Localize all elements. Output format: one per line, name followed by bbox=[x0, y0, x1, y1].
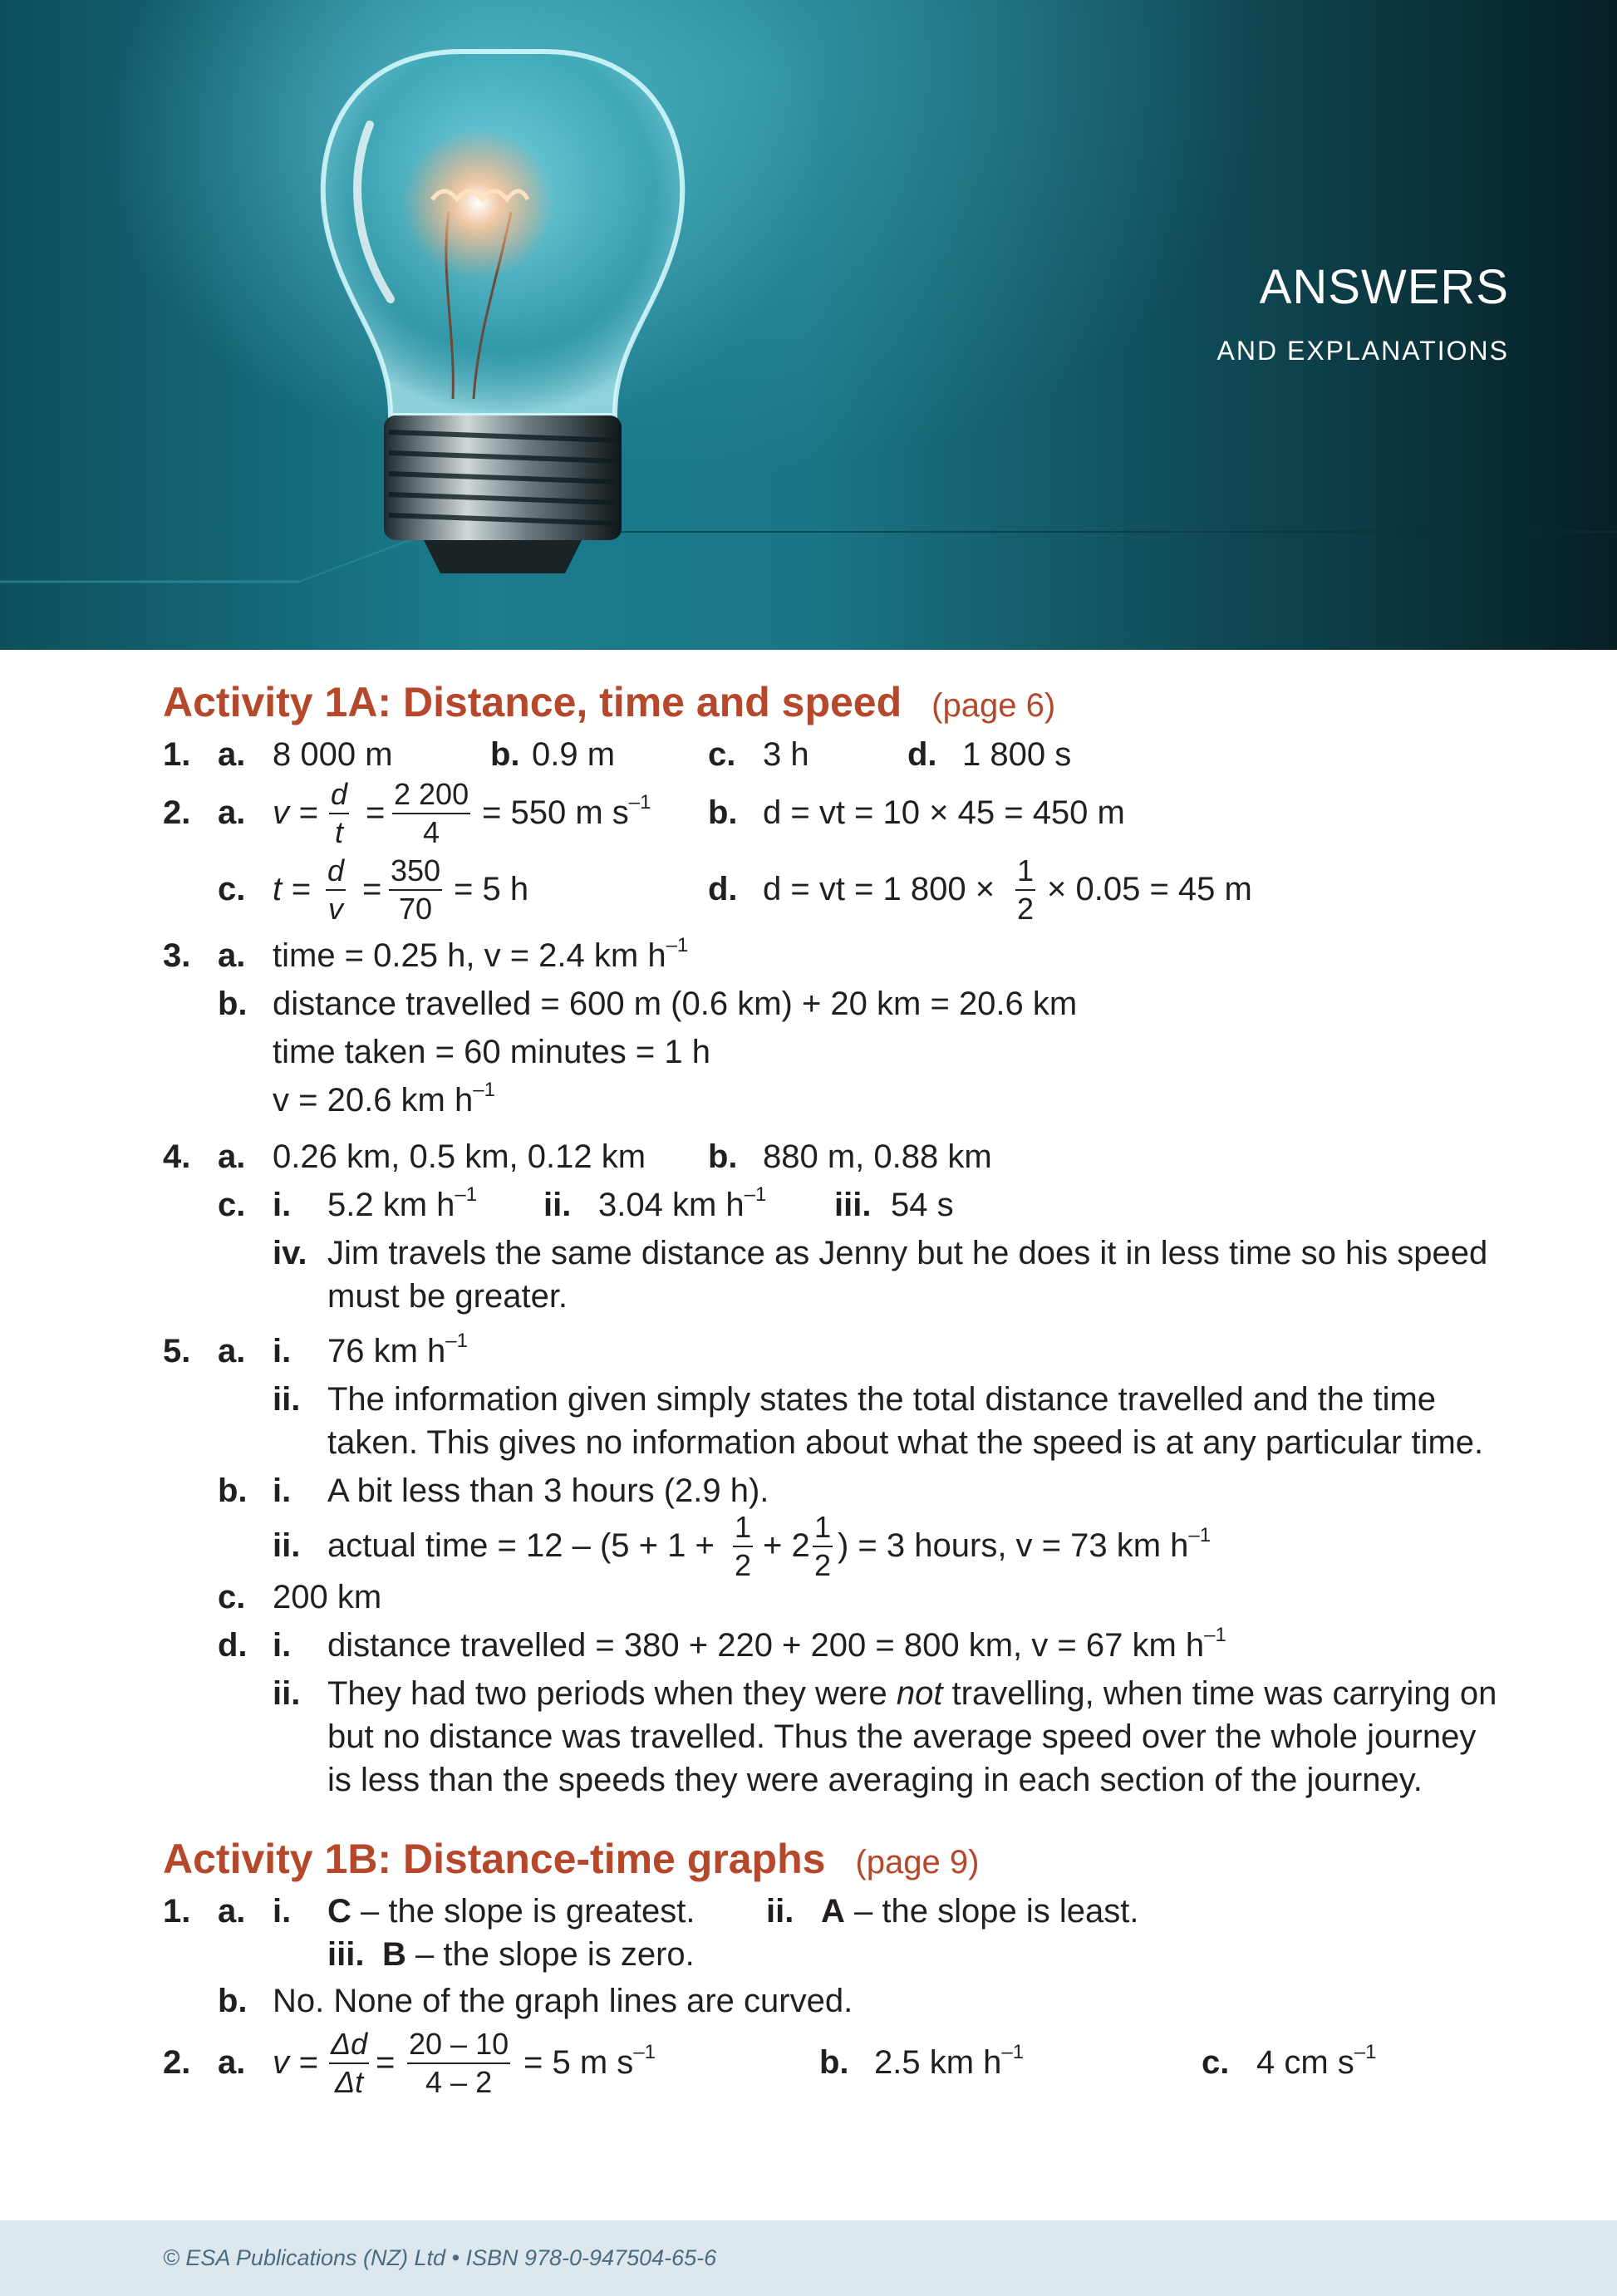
answer-text: 880 m, 0.88 km bbox=[763, 1138, 992, 1175]
answer-text: 4 cm $s^{-1}$ bbox=[1256, 2041, 1377, 2081]
part-label: a. bbox=[218, 1138, 246, 1175]
part-label: a. bbox=[218, 1893, 246, 1930]
answer-text: 0.9 m bbox=[532, 736, 616, 773]
subpart-label: iii. bbox=[834, 1187, 872, 1223]
banner-subtitle: AND EXPLANATIONS bbox=[1216, 336, 1509, 366]
question-number: 2. bbox=[163, 2044, 191, 2081]
fraction: $\frac{d}{v}$ bbox=[327, 853, 345, 926]
answer-text: 0.26 km, 0.5 km, 0.12 km bbox=[273, 1138, 646, 1175]
subpart-label: ii. bbox=[766, 1893, 794, 1930]
subpart-label: ii. bbox=[543, 1187, 572, 1223]
activity-1b-heading bbox=[163, 1835, 979, 1883]
activity-1b-page: (page 9) bbox=[855, 1844, 980, 1881]
part-label: b. bbox=[218, 1472, 248, 1509]
footer-copyright: © ESA Publications (NZ) Ltd • ISBN 978-0-947504-65-6 bbox=[163, 2245, 717, 2270]
banner-title: ANSWERS bbox=[1259, 260, 1509, 314]
part-label: d. bbox=[218, 1627, 248, 1664]
answer-text: B – the slope is zero. bbox=[382, 1936, 695, 1973]
part-label: b. bbox=[218, 1983, 248, 2019]
subpart-label: iii. bbox=[327, 1936, 365, 1973]
answer-text: 2.5 km $h^{-1}$ bbox=[874, 2041, 1025, 2081]
part-label: b. bbox=[490, 736, 520, 773]
part-label: c. bbox=[708, 736, 736, 773]
activity-1a-heading bbox=[163, 678, 1055, 726]
answer-text: d = vt = 10 × 45 = 450 m bbox=[763, 794, 1125, 831]
part-label: d. bbox=[708, 871, 738, 907]
answer-text: = 550 m $s^{-1}$ bbox=[482, 791, 651, 831]
answer-text: They had two periods when they were not travelling, when time was carrying on bbox=[327, 1675, 1497, 1712]
part-label: a. bbox=[218, 937, 246, 974]
question-number: 4. bbox=[163, 1138, 191, 1175]
subpart-label: ii. bbox=[273, 1527, 301, 1564]
equals: = bbox=[362, 871, 382, 907]
part-label: a. bbox=[218, 794, 246, 831]
answer-text: 54 s bbox=[891, 1187, 954, 1223]
equals: = bbox=[366, 794, 386, 831]
subpart-label: i. bbox=[273, 1187, 292, 1223]
answer-text: 8 000 m bbox=[273, 736, 393, 773]
activity-1b-title: Activity 1B: Distance-time graphs bbox=[163, 1836, 826, 1882]
question-number: 5. bbox=[163, 1333, 191, 1369]
part-label: a. bbox=[218, 736, 246, 773]
answer-text: time taken = 60 minutes = 1 h bbox=[273, 1034, 710, 1070]
answer-text: actual time = 12 – (5 + 1 + bbox=[327, 1527, 715, 1564]
subpart-label: i. bbox=[273, 1893, 292, 1930]
answer-text: C – the slope is greatest. bbox=[327, 1893, 695, 1930]
answer-text: 200 km bbox=[273, 1579, 382, 1615]
part-label: c. bbox=[1202, 2044, 1230, 2081]
subpart-label: i. bbox=[273, 1472, 292, 1509]
answer-text: = 5 h bbox=[454, 871, 529, 907]
answer-text: A – the slope is least. bbox=[821, 1893, 1139, 1930]
question-number: 1. bbox=[163, 736, 191, 773]
answer-text: = 5 m $s^{-1}$ bbox=[523, 2041, 656, 2081]
subpart-label: i. bbox=[273, 1627, 292, 1664]
question-number: 3. bbox=[163, 937, 191, 974]
part-label: a. bbox=[218, 2044, 246, 2081]
answer-text: No. None of the graph lines are curved. bbox=[273, 1983, 853, 2019]
subpart-label: ii. bbox=[273, 1381, 301, 1418]
answer-text: 3.04 km $h^{-1}$ bbox=[598, 1183, 767, 1223]
answer-text: time = 0.25 h, v = 2.4 km $h^{-1}$ bbox=[273, 934, 689, 974]
page-footer bbox=[0, 2220, 1617, 2296]
part-label: b. bbox=[218, 986, 248, 1022]
fraction: $\frac{1}{2}$ bbox=[1017, 853, 1035, 926]
part-label: a. bbox=[218, 1333, 246, 1369]
answer-text: × 0.05 = 45 m bbox=[1047, 871, 1252, 907]
answer-text: taken. This gives no information about what the speed is at any particular time. bbox=[327, 1424, 1484, 1461]
part-label: b. bbox=[708, 794, 738, 831]
equals: = bbox=[376, 2044, 396, 2081]
part-label: c. bbox=[218, 1579, 246, 1615]
formula-lhs: v = bbox=[273, 794, 318, 831]
answer-text: must be greater. bbox=[327, 1278, 568, 1315]
part-label: b. bbox=[708, 1138, 738, 1175]
answer-text: ) = 3 hours, v = 73 km $h^{-1}$ bbox=[838, 1524, 1212, 1564]
answer-text: but no distance was travelled. Thus the average speed over the whole journey bbox=[327, 1718, 1477, 1755]
subpart-label: iv. bbox=[273, 1235, 307, 1271]
fraction: $\frac{d}{t}$ bbox=[331, 777, 348, 849]
question-number: 1. bbox=[163, 1893, 191, 1930]
answer-text: 3 h bbox=[763, 736, 809, 773]
answer-text: Jim travels the same distance as Jenny but he does it in less time so his speed bbox=[327, 1235, 1488, 1271]
answer-text: distance travelled = 380 + 220 + 200 = 800 km, v = 67 km $h^{-1}$ bbox=[327, 1624, 1226, 1664]
lightbulb-illustration bbox=[0, 0, 1617, 650]
answer-text: d = vt = 1 800 × bbox=[763, 871, 995, 907]
activity-1a-title: Activity 1A: Distance, time and speed bbox=[163, 679, 902, 725]
answer-text: distance travelled = 600 m (0.6 km) + 20 km = 20.6 km bbox=[273, 986, 1078, 1022]
fraction: $\frac{350}{70}$ bbox=[391, 853, 441, 926]
answer-text: + 2 bbox=[763, 1527, 810, 1564]
fraction: $\frac{1}{2}$ bbox=[814, 1510, 832, 1582]
formula-lhs: t = bbox=[273, 871, 311, 907]
answer-text: 1 800 s bbox=[962, 736, 1072, 773]
answer-text: is less than the speeds they were averaging in each section of the journey. bbox=[327, 1762, 1423, 1798]
part-label: c. bbox=[218, 1187, 246, 1223]
header-banner bbox=[0, 0, 1617, 650]
part-label: d. bbox=[907, 736, 937, 773]
answer-text: A bit less than 3 hours (2.9 h). bbox=[327, 1472, 769, 1509]
activity-1a-page: (page 6) bbox=[931, 687, 1056, 724]
part-label: b. bbox=[819, 2044, 849, 2081]
answer-text: v = 20.6 km $h^{-1}$ bbox=[273, 1079, 495, 1119]
fraction: $\frac{\Delta d}{\Delta t}$ bbox=[331, 2027, 368, 2099]
fraction: $\frac{2 200}{4}$ bbox=[394, 777, 469, 849]
answer-text: 76 km $h^{-1}$ bbox=[327, 1330, 468, 1369]
formula-lhs: v = bbox=[273, 2044, 318, 2081]
answer-text: The information given simply states the total distance travelled and the time bbox=[327, 1381, 1437, 1418]
answer-text: 5.2 km $h^{-1}$ bbox=[327, 1183, 478, 1223]
subpart-label: i. bbox=[273, 1333, 292, 1369]
subpart-label: ii. bbox=[273, 1675, 301, 1712]
question-number: 2. bbox=[163, 794, 191, 831]
part-label: c. bbox=[218, 871, 246, 907]
fraction: $\frac{1}{2}$ bbox=[735, 1510, 752, 1582]
fraction: $\frac{20 - 10}{4 - 2}$ bbox=[409, 2027, 509, 2099]
